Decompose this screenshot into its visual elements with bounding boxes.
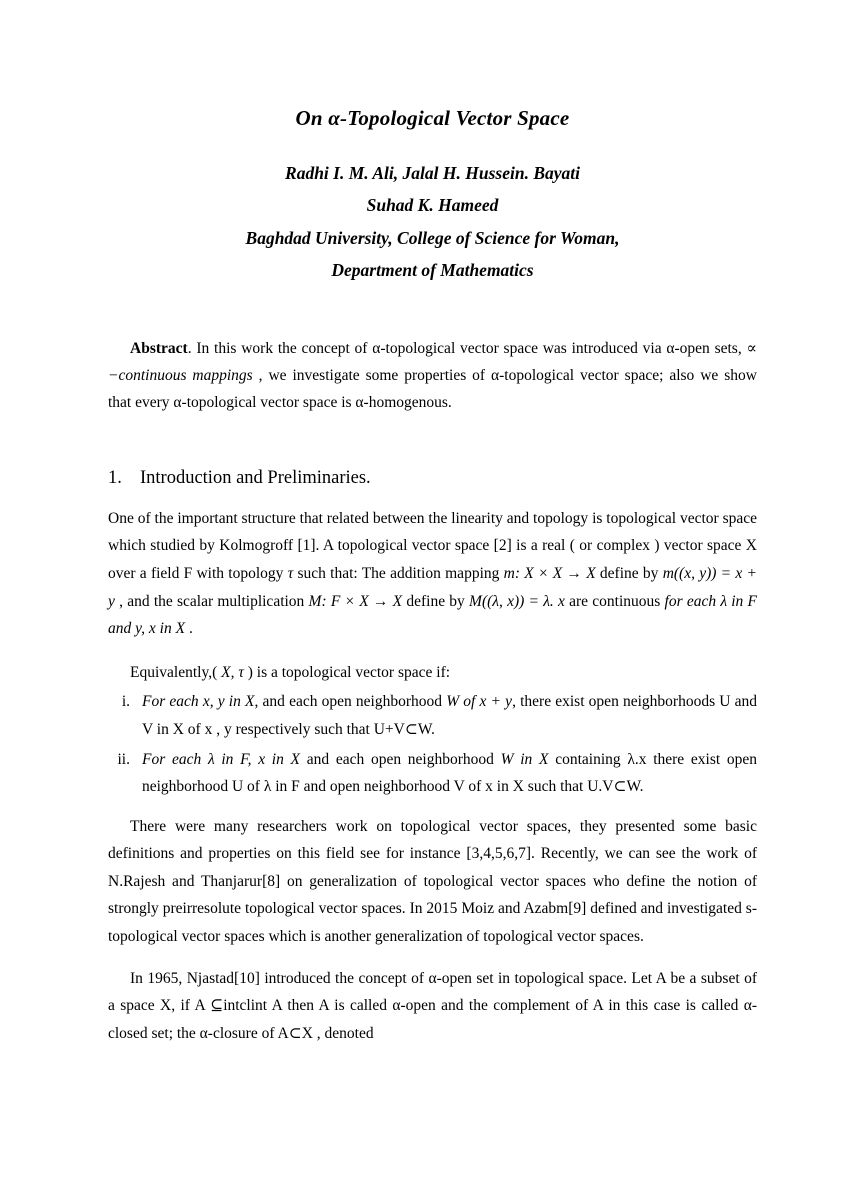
paragraph-intro-math-9: M((λ, x)) = λ. x <box>469 592 565 610</box>
equivalently-prefix: Equivalently,( <box>130 663 222 681</box>
paragraph-intro-math-1: τ <box>287 565 294 583</box>
author-line-2: Suhad K. Hameed <box>366 195 499 216</box>
paragraph-researchers <box>108 813 757 951</box>
paragraph-intro-math-7: M: F × X → X <box>308 592 403 610</box>
paragraph-intro-text-4: define by <box>595 565 663 583</box>
abstract-text-2: , we investigate some properties of α-topological vector space; also we show that every α-topological vector space is α-homogenous. <box>108 366 757 411</box>
section-number: 1. <box>108 467 122 488</box>
equivalently-math: X, τ <box>221 663 244 681</box>
list-item-text <box>142 688 757 743</box>
paragraph-njastad-text-0: In 1965, Njastad[10] introduced the concept of α-open set in topological space. Let A be a subset of a space X, if A ⊆intclint A then A is called α-open and the complement of A in this case is called α-closed set; the α-closure of A⊂X , denoted <box>108 969 757 1042</box>
abstract-label: Abstract <box>130 339 188 357</box>
paragraph-intro-math-11: for each λ in F and y, x in X <box>108 592 758 638</box>
equivalently-line <box>108 659 757 687</box>
list-item-0-math-2: W of x + y <box>446 693 513 711</box>
list-item-1-text-1: and each open neighborhood <box>300 750 501 768</box>
paragraph-intro-text-12: . <box>185 620 193 638</box>
list-item-marker: ii. <box>117 750 130 768</box>
list-item-0-text-3: , there exist open neighborhoods U and V in X of x , y respectively such that U+V⊂W. <box>142 693 758 738</box>
paragraph-intro-text-8: define by <box>402 592 470 610</box>
paragraph-intro-text-0: One of the important structure that related between the linearity and topology is topological vector space which studied by Kolmogroff [1]. A topological vector space [2] is a real ( or complex ) vector space X over a field F with topology <box>108 509 757 583</box>
abstract-text-1: . In this work the concept of α-topological vector space was introduced via α-open sets, <box>187 339 747 357</box>
list-item <box>108 688 757 743</box>
paragraph-intro-text-10: are continuous <box>564 592 665 610</box>
author-block <box>108 157 757 287</box>
paragraph-researchers-text-0: There were many researchers work on topological vector spaces, they presented some basic definitions and properties on this field see for instance [3,4,5,6,7]. Recently, we can see the work of N.Rajesh and Thanjarur[8] on generalization of topological vector spaces who define the notion of strongly preirresolute topological vector spaces. In 2015 Moiz and Azabm[9] defined and investigated s-topological vector spaces which is another generalization of topological vector spaces. <box>108 817 757 945</box>
abstract-math-1: ∝ −сontinuous mappings <box>108 339 757 384</box>
list-item <box>108 746 757 801</box>
list-item-1-math-2: W in X <box>500 750 549 768</box>
list-item-text <box>142 746 757 801</box>
list-item-marker: i. <box>121 693 130 711</box>
list-item-1-math-0: For each λ in F, x in X <box>142 750 301 768</box>
condition-list <box>108 688 757 800</box>
equivalently-suffix: ) is a topological vector space if: <box>243 663 451 681</box>
paragraph-intro-text-6: , and the scalar multiplication <box>114 592 309 610</box>
author-line-1: Radhi I. M. Ali, Jalal H. Hussein. Bayati <box>285 163 580 183</box>
paragraph-intro-text-2: such that: The addition mapping <box>293 565 504 583</box>
affiliation-line-2: Department of Mathematics <box>331 260 534 281</box>
affiliation-line-1: Baghdad University, College of Science for Woman, <box>245 227 620 248</box>
section-title: Introduction and Preliminaries. <box>140 467 371 488</box>
section-heading-1 <box>108 468 757 489</box>
paragraph-intro-math-3: m: X × X → X <box>503 565 596 583</box>
list-item-0-text-1: , and each open neighborhood <box>254 693 447 711</box>
page-title: On α-Topological Vector Space <box>295 106 570 130</box>
abstract-paragraph <box>108 335 757 416</box>
paragraph-intro <box>108 505 757 643</box>
list-item-0-math-0: For each x, y in X <box>142 693 255 711</box>
paragraph-intro-math-5: m((x, y)) = x + y <box>108 565 758 610</box>
list-item-1-text-3: containing λ.x there exist open neighborhood U of λ in F and open neighborhood V of x in X such that U.V⊂W. <box>142 750 758 796</box>
paragraph-njastad <box>108 965 757 1048</box>
